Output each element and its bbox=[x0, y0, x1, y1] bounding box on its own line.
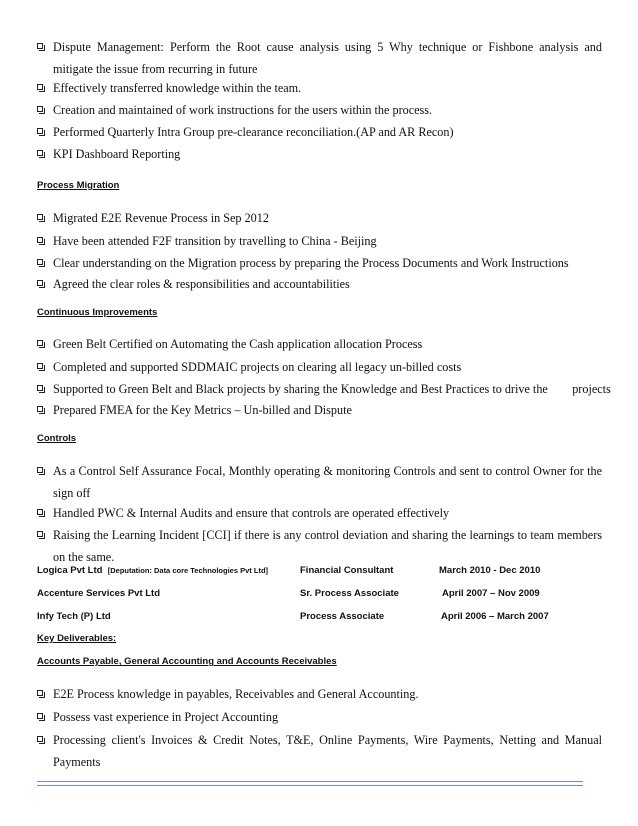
job-company: Accenture Services Pvt Ltd bbox=[37, 588, 161, 599]
checkbox-bullet-icon bbox=[37, 736, 43, 742]
list-item-text: Prepared FMEA for the Key Metrics – Un-billed and Dispute bbox=[53, 403, 352, 417]
list-item-text: Green Belt Certified on Automating the Cash application allocation Process bbox=[53, 337, 423, 351]
job-company bbox=[37, 565, 268, 576]
list-item-text: Completed and supported SDDMAIC projects on clearing all legacy un-billed costs bbox=[53, 360, 462, 374]
job-role: Sr. Process Associate bbox=[300, 588, 399, 599]
list-item-text: Possess vast experience in Project Accounting bbox=[53, 710, 279, 724]
job-role: Financial Consultant bbox=[300, 565, 394, 576]
list-item bbox=[37, 77, 602, 99]
list-item bbox=[37, 333, 602, 355]
list-item-text: Processing client's Invoices & Credit Notes, T&E, Online Payments, Wire Payments, Netting and Manual Payments bbox=[53, 733, 602, 769]
job-dates: April 2006 – March 2007 bbox=[441, 611, 549, 622]
list-item bbox=[37, 252, 602, 274]
list-item bbox=[37, 230, 602, 252]
list-item bbox=[37, 683, 602, 705]
list-item bbox=[37, 502, 602, 524]
checkbox-bullet-icon bbox=[37, 128, 43, 134]
company-name: Logica Pvt Ltd bbox=[37, 565, 103, 576]
list-item bbox=[37, 729, 602, 773]
section-heading-key-deliverables: Key Deliverables: bbox=[37, 633, 117, 644]
list-item bbox=[37, 460, 602, 504]
list-item bbox=[37, 99, 602, 121]
section-heading-accounts: Accounts Payable, General Accounting and Accounts Receivables bbox=[37, 656, 337, 667]
footer-divider bbox=[37, 781, 583, 782]
list-item-text: Have been attended F2F transition by travelling to China - Beijing bbox=[53, 234, 377, 248]
checkbox-bullet-icon bbox=[37, 385, 43, 391]
checkbox-bullet-icon bbox=[37, 467, 43, 473]
list-item bbox=[37, 273, 602, 295]
list-item-text: Dispute Management: Perform the Root cause analysis using 5 Why technique or Fishbone analysis and mitigate the issue from recurring in future bbox=[53, 40, 602, 76]
list-item bbox=[37, 143, 602, 165]
checkbox-bullet-icon bbox=[37, 237, 43, 243]
checkbox-bullet-icon bbox=[37, 106, 43, 112]
checkbox-bullet-icon bbox=[37, 43, 43, 49]
list-item bbox=[37, 706, 602, 728]
checkbox-bullet-icon bbox=[37, 406, 43, 412]
list-item bbox=[37, 399, 602, 421]
checkbox-bullet-icon bbox=[37, 509, 43, 515]
list-item bbox=[37, 378, 611, 400]
list-item-text: Migrated E2E Revenue Process in Sep 2012 bbox=[53, 211, 269, 225]
list-item-text: As a Control Self Assurance Focal, Monthly operating & monitoring Controls and sent to control Owner for the sign off bbox=[53, 464, 602, 500]
job-dates: April 2007 – Nov 2009 bbox=[442, 588, 540, 599]
checkbox-bullet-icon bbox=[37, 363, 43, 369]
job-role: Process Associate bbox=[300, 611, 385, 622]
list-item bbox=[37, 121, 602, 143]
list-item-text: Clear understanding on the Migration process by preparing the Process Documents and Work Instructions bbox=[53, 256, 569, 270]
job-dates: March 2010 - Dec 2010 bbox=[439, 565, 541, 576]
deputation-note: [Deputation: Data core Technologies Pvt Ltd] bbox=[107, 566, 269, 575]
checkbox-bullet-icon bbox=[37, 150, 43, 156]
list-item bbox=[37, 356, 602, 378]
section-heading-continuous-improvements: Continuous Improvements bbox=[37, 307, 158, 318]
list-item-text: Effectively transferred knowledge within the team. bbox=[53, 81, 302, 95]
section-heading-process-migration: Process Migration bbox=[37, 180, 120, 191]
list-item bbox=[37, 524, 602, 568]
list-item bbox=[37, 207, 602, 229]
list-item-text: Handled PWC & Internal Audits and ensure that controls are operated effectively bbox=[53, 506, 450, 520]
list-item-text: E2E Process knowledge in payables, Receivables and General Accounting. bbox=[53, 687, 419, 701]
checkbox-bullet-icon bbox=[37, 214, 43, 220]
checkbox-bullet-icon bbox=[37, 259, 43, 265]
list-item-text: Supported to Green Belt and Black projects by sharing the Knowledge and Best Practices to drive the projects bbox=[53, 382, 611, 396]
list-item-text: Agreed the clear roles & responsibilities and accountabilities bbox=[53, 277, 350, 291]
list-item-text: Creation and maintained of work instructions for the users within the process. bbox=[53, 103, 433, 117]
checkbox-bullet-icon bbox=[37, 280, 43, 286]
list-item bbox=[37, 36, 602, 80]
list-item-text: KPI Dashboard Reporting bbox=[53, 147, 181, 161]
footer-divider bbox=[37, 785, 583, 786]
checkbox-bullet-icon bbox=[37, 84, 43, 90]
job-company: Infy Tech (P) Ltd bbox=[37, 611, 111, 622]
checkbox-bullet-icon bbox=[37, 713, 43, 719]
list-item-text: Raising the Learning Incident [CCI] if there is any control deviation and sharing the learnings to team members on the same. bbox=[53, 528, 602, 564]
checkbox-bullet-icon bbox=[37, 340, 43, 346]
section-heading-controls: Controls bbox=[37, 433, 77, 444]
list-item-text: Performed Quarterly Intra Group pre-clearance reconciliation.(AP and AR Recon) bbox=[53, 125, 454, 139]
checkbox-bullet-icon bbox=[37, 690, 43, 696]
checkbox-bullet-icon bbox=[37, 531, 43, 537]
